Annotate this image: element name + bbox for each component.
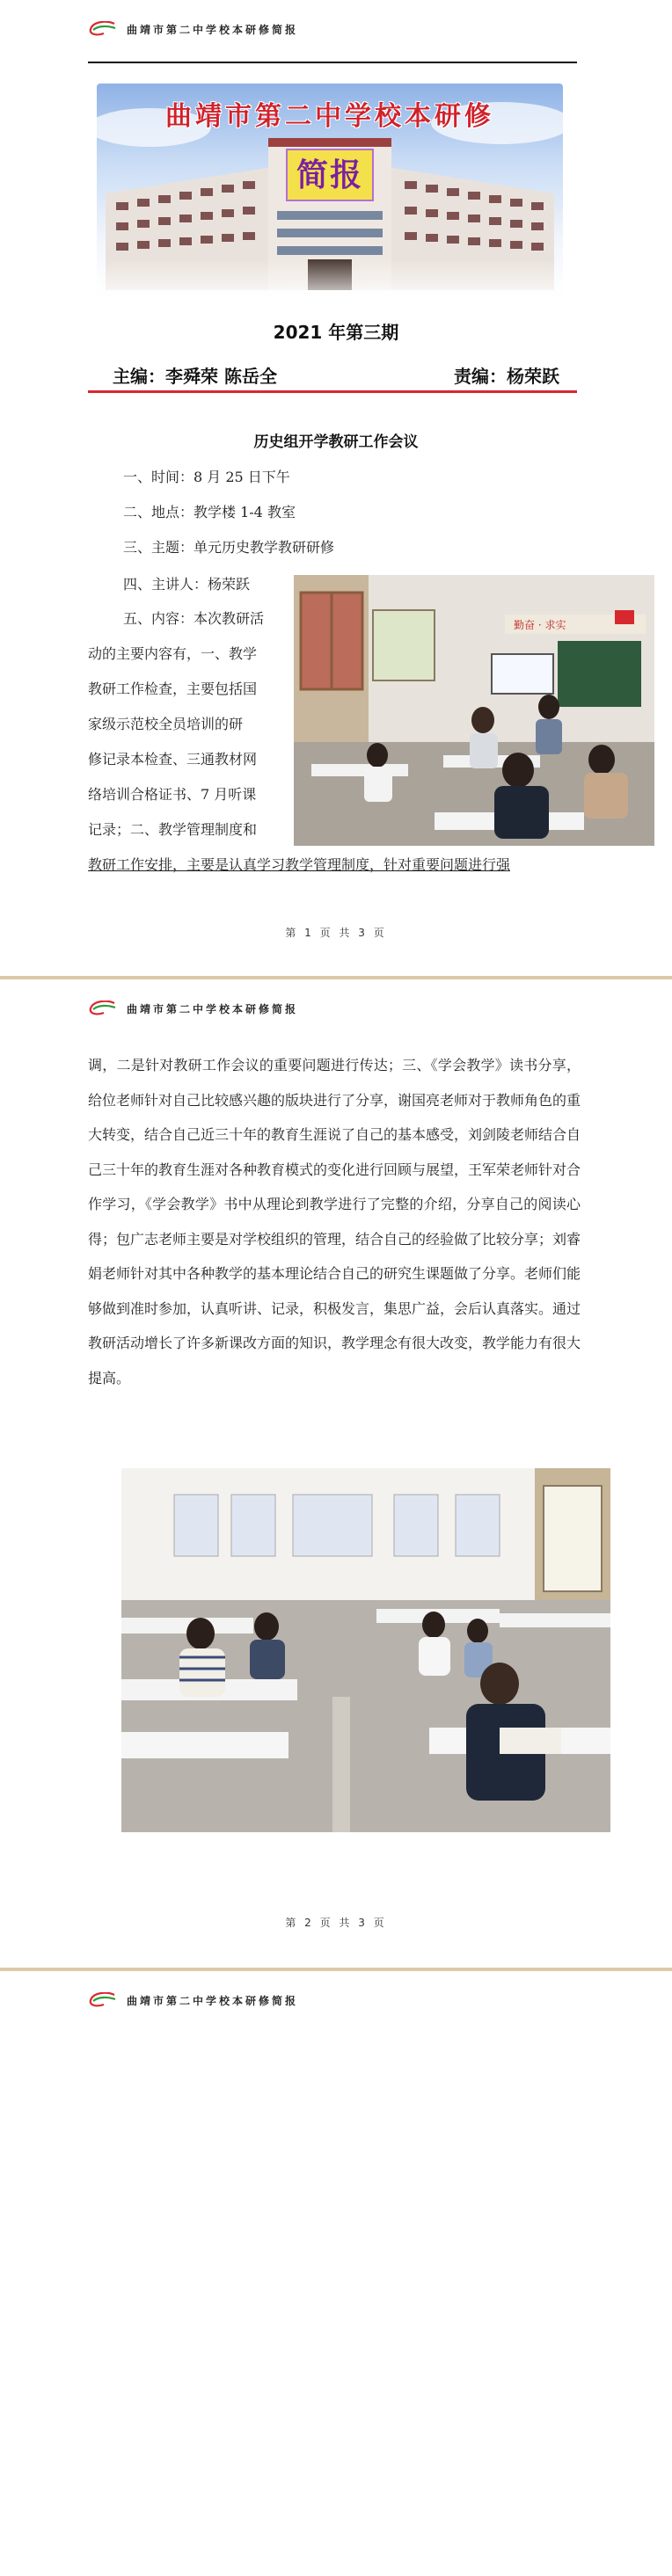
info-speaker: 四、主讲人：杨荣跃 — [123, 576, 251, 593]
banner-subtitle: 简报 — [286, 149, 374, 201]
responsible-editor: 责编：杨荣跃 — [454, 366, 559, 387]
content-line: 络培训合格证书、7 月听课 — [88, 786, 257, 803]
article-continued-text: 调，二是针对教研工作会议的重要问题进行传达；三、《学会教学》读书分享，给位老师针对自己比较感兴趣的版块进行了分享，谢国亮老师对于教师角色的重大转变，结合自己近三十年的教育生涯说了自己的基本感受，刘剑陵老师结合自己三十年的教育生涯对各种教育模式的变化进行回顾与展望，王军荣老师针对合作学习，《学会教学》书中从理论到教学进行了完整的介绍，分享自己的阅读心得；包广志老师主要是对学校组织的管理，结合自己的经验做了比较分享；刘睿娟老师针对其中各种教学的基本理论结合自己的研究生课题做了分享。老师们能够做到准时参加，认真听讲、记录，积极发言，集思广益，会后认真落实。通过教研活动增长了许多新课改方面的知识，教学理念有很大改变，教学能力有很大提高。 — [88, 1057, 581, 1386]
running-title: 曲靖市第二中学校本研修简报 — [127, 1994, 299, 2007]
running-header — [88, 19, 298, 39]
content-line: 修记录本检查、三通教材网 — [88, 751, 258, 768]
editors-line — [88, 362, 577, 389]
info-time: 一、时间：8 月 25 日下午 — [123, 469, 290, 485]
info-theme: 三、主题：单元历史教学教研研修 — [123, 539, 335, 556]
school-logo-icon — [88, 1992, 118, 2008]
running-header — [88, 1990, 298, 2010]
content-line: 五、内容：本次教研活 — [123, 610, 265, 627]
running-header — [88, 999, 298, 1018]
page-2 — [0, 979, 672, 1968]
content-line: 动的主要内容有，一、教学 — [88, 645, 258, 662]
banner — [97, 84, 563, 308]
running-title: 曲靖市第二中学校本研修简报 — [127, 1002, 299, 1015]
red-rule — [88, 390, 577, 393]
page-3 — [0, 1971, 672, 2576]
classroom-photo-2 — [121, 1468, 610, 1832]
content-line: 记录；二、教学管理制度和 — [88, 821, 258, 838]
issue-number: 2021 年第三期 — [273, 322, 399, 343]
content-full-line: 教研工作安排，主要是认真学习教学管理制度，针对重要问题进行强 — [88, 856, 511, 873]
svg-text:勤奋 · 求实: 勤奋 · 求实 — [514, 619, 566, 631]
chief-editors: 主编：李舜荣 陈岳全 — [113, 366, 277, 387]
banner-title: 曲靖市第二中学校本研修 — [165, 101, 494, 132]
content-column — [88, 601, 289, 848]
info-place: 二、地点：教学楼 1-4 教室 — [123, 504, 296, 520]
running-title: 曲靖市第二中学校本研修简报 — [127, 23, 299, 36]
content-line: 家级示范校全员培训的研 — [88, 716, 244, 732]
school-logo-icon — [88, 1001, 118, 1016]
school-logo-icon — [88, 21, 118, 37]
page-1 — [0, 0, 672, 976]
page-number: 第 1 页 共 3 页 — [285, 927, 387, 939]
page-number: 第 2 页 共 3 页 — [285, 1917, 387, 1929]
header-rule — [88, 62, 577, 63]
article-title: 历史组开学教研工作会议 — [253, 433, 419, 451]
content-line: 教研工作检查，主要包括国 — [88, 680, 258, 697]
classroom-photo-1 — [294, 575, 654, 846]
